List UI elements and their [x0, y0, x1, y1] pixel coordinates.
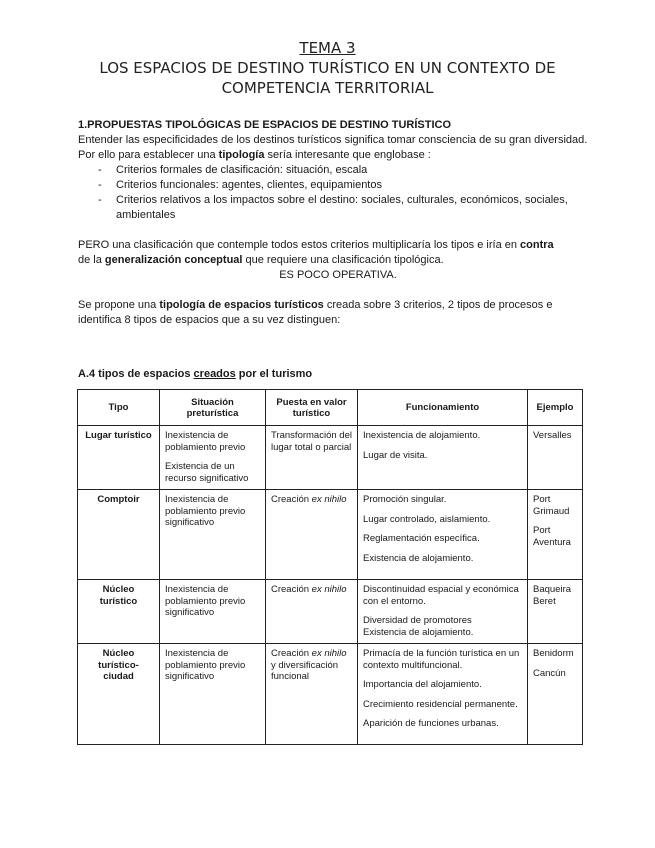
header-tipo: Tipo — [78, 390, 160, 426]
cell-funcionamiento — [358, 426, 528, 490]
section-1 — [78, 118, 598, 328]
situacion-line: Existencia de un recurso significativo — [165, 461, 249, 484]
cell-puesta — [266, 644, 358, 745]
header-situacion: Situación preturística — [160, 390, 266, 426]
funcionamiento-line: Promoción singular. — [363, 494, 447, 505]
section-heading: 1.PROPUESTAS TIPOLÓGICAS DE ESPACIOS DE DESTINO TURÍSTICO — [78, 119, 452, 131]
cell-ejemplo — [528, 490, 583, 580]
table-row — [78, 644, 583, 745]
tipologia-paragraph — [78, 148, 598, 163]
tipologia-text: Por ello para establecer una — [78, 149, 219, 161]
cell-tipo: Núcleo turístico-ciudad — [78, 644, 160, 745]
pero-text-1: PERO una clasificación que contemple todos estos criterios multiplicaría los tipos e iría en — [78, 239, 521, 251]
subtitle-line-2: COMPETENCIA TERRITORIAL — [221, 79, 434, 97]
situacion-line: Inexistencia de poblamiento previo significativo — [165, 494, 246, 528]
puesta-text: Creación — [271, 584, 312, 595]
pero-paragraph — [78, 238, 598, 268]
title-block — [0, 38, 655, 98]
subtitle-line-1: LOS ESPACIOS DE DESTINO TURÍSTICO EN UN CONTEXTO DE — [99, 59, 556, 77]
intro-paragraph: Entender las especificidades de los destinos turísticos significa tomar consciencia de su gran diversidad. — [78, 134, 588, 146]
puesta-italic: ex nihilo — [311, 494, 347, 505]
criterios-list — [78, 163, 598, 223]
puesta-text-end: y diversificación funcional — [271, 659, 339, 682]
puesta-italic: ex nihilo — [311, 584, 347, 595]
funcionamiento-line: Primacía de la función turística en un contexto multifuncional. — [363, 648, 520, 671]
funcionamiento-line: Lugar de visita. — [363, 449, 428, 461]
funcionamiento-line: Inexistencia de alojamiento. — [363, 430, 481, 441]
pero-bold-contra: contra — [520, 239, 554, 251]
puesta-italic: ex nihilo — [311, 648, 347, 659]
table-row — [78, 490, 583, 580]
ejemplo-line: Port Grimaud — [533, 494, 570, 517]
table-header-row — [78, 390, 583, 426]
table-heading — [78, 368, 312, 380]
table-row — [78, 580, 583, 644]
cell-tipo: Lugar turístico — [78, 426, 160, 490]
cell-puesta: Transformación del lugar total o parcial — [266, 426, 358, 490]
cell-puesta — [266, 580, 358, 644]
puesta-text: Creación — [271, 494, 312, 505]
table-row — [78, 426, 583, 490]
cell-puesta — [266, 490, 358, 580]
funcionamiento-line: Reglamentación específica. — [363, 533, 480, 544]
header-ejemplo: Ejemplo — [528, 390, 583, 426]
funcionamiento-line: Diversidad de promotores — [363, 615, 472, 626]
situacion-line: Inexistencia de poblamiento previo significativo — [165, 584, 246, 618]
cell-ejemplo — [528, 644, 583, 745]
propone-paragraph — [78, 298, 598, 328]
cell-situacion — [160, 644, 266, 745]
cell-ejemplo — [528, 426, 583, 490]
ejemplo-line: Port Aventura — [533, 525, 571, 548]
list-item: - Criterios funcionales: agentes, clientes, equipamientos — [78, 178, 598, 193]
list-item: - Criterios relativos a los impactos sobre el destino: sociales, culturales, económicos, sociales, ambientales — [78, 193, 598, 223]
cell-situacion — [160, 580, 266, 644]
pero-bold-generalizacion: generalización conceptual — [104, 254, 243, 266]
tipologia-text-end: sería interesante que englobase : — [264, 149, 431, 161]
tema-title: TEMA 3 — [299, 39, 356, 57]
cell-situacion — [160, 426, 266, 490]
ejemplo-line: Benidorm — [533, 648, 574, 659]
poco-operativa: ES POCO OPERATIVA. — [279, 269, 397, 281]
ejemplo-line: Cancún — [533, 667, 566, 679]
cell-ejemplo — [528, 580, 583, 644]
cell-funcionamiento — [358, 644, 528, 745]
funcionamiento-line: Existencia de alojamiento. — [363, 626, 474, 638]
table-heading-underlined: creados — [193, 368, 236, 380]
funcionamiento-line: Lugar controlado, aislamiento. — [363, 513, 491, 525]
cell-tipo: Comptoir — [78, 490, 160, 580]
tipos-table — [77, 389, 583, 745]
list-item: - Criterios formales de clasificación: situación, escala — [78, 163, 598, 178]
funcionamiento-line: Discontinuidad espacial y económica con el entorno. — [363, 584, 519, 607]
tipologia-bold: tipología — [218, 149, 265, 161]
situacion-line: Inexistencia de poblamiento previo significativo — [165, 648, 246, 682]
funcionamiento-line: Aparición de funciones urbanas. — [363, 718, 499, 729]
funcionamiento-line: Importancia del alojamiento. — [363, 679, 482, 690]
table-heading-prefix: A.4 tipos de espacios — [78, 368, 194, 380]
funcionamiento-line: Existencia de alojamiento. — [363, 552, 474, 564]
propone-text-1: Se propone una — [78, 299, 160, 311]
header-puesta: Puesta en valor turístico — [266, 390, 358, 426]
table-heading-suffix: por el turismo — [235, 368, 313, 380]
header-funcionamiento: Funcionamiento — [358, 390, 528, 426]
cell-funcionamiento — [358, 490, 528, 580]
cell-tipo: Núcleo turístico — [78, 580, 160, 644]
cell-funcionamiento — [358, 580, 528, 644]
ejemplo-line: Versalles — [533, 430, 572, 441]
propone-bold: tipología de espacios turísticos — [159, 299, 324, 311]
propone-text-2: creada sobre 3 criterios, 2 tipos de procesos e identifica 8 tipos de espacios que a su vez distinguen: — [78, 299, 553, 326]
puesta-text: Creación — [271, 648, 312, 659]
funcionamiento-line: Crecimiento residencial permanente. — [363, 698, 518, 710]
ejemplo-line: Baqueira Beret — [533, 584, 572, 607]
cell-situacion — [160, 490, 266, 580]
situacion-line: Inexistencia de poblamiento previo — [165, 430, 246, 453]
pero-text-2: de la — [78, 254, 105, 266]
pero-text-3: que requiere una clasificación tipológica. — [242, 254, 444, 266]
